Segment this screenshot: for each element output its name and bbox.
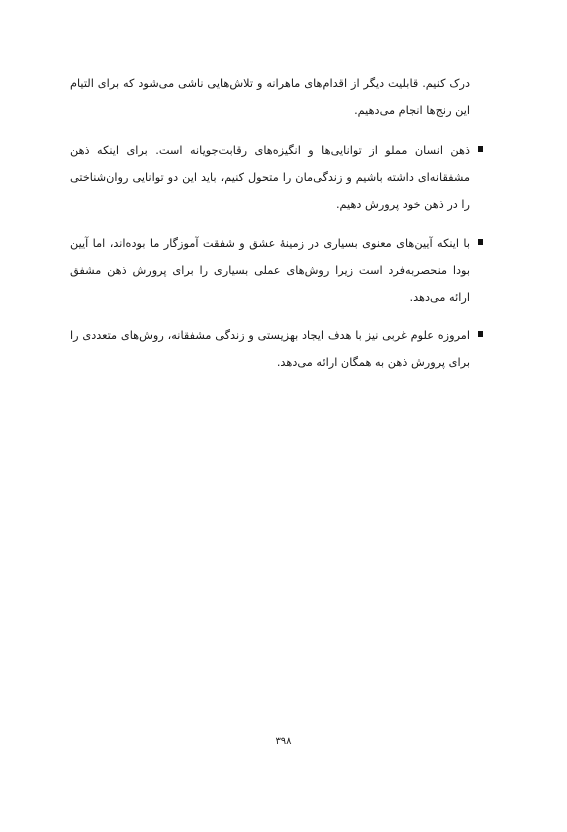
intro-paragraph: [70, 70, 470, 124]
intro-text: درک کنیم. قابلیت دیگر از اقدام‌های ماهرانه و تلاش‌هایی ناشی می‌شود که برای التیام این رنج‌ها انجام می‌دهیم.: [70, 77, 470, 117]
bullet-list: [70, 126, 470, 387]
bullet-item: [70, 322, 470, 376]
bullet-text: ذهن انسان مملو از توانایی‌ها و انگیزه‌های رقابت‌جویانه است. برای اینکه ذهن مشفقانه‌ای داشته باشیم و زندگی‌مان را متحول کنیم، باید این دو توانایی روان‌شناختی را در ذهن خود پرورش دهیم.: [70, 144, 470, 212]
bullet-item: [70, 137, 470, 218]
bullet-item: [70, 230, 470, 311]
square-bullet-icon: [478, 331, 483, 337]
bullet-text: امروزه علوم غربی نیز با هدف ایجاد بهزیستی و زندگی مشفقانه، روش‌های متعددی را برای پرورش ذهن به همگان ارائه می‌دهد.: [70, 328, 470, 369]
bullet-text: با اینکه آیین‌های معنوی بسیاری در زمینهٔ عشق و شفقت آموزگار ما بوده‌اند، اما آیین بودا منحصربه‌فرد است زیرا روش‌های عملی بسیاری را برای پرورش ذهن مشفق ارائه می‌دهد.: [70, 236, 470, 304]
square-bullet-icon: [478, 146, 483, 152]
page-number: ۳۹۸: [275, 736, 292, 747]
square-bullet-icon: [478, 239, 483, 245]
